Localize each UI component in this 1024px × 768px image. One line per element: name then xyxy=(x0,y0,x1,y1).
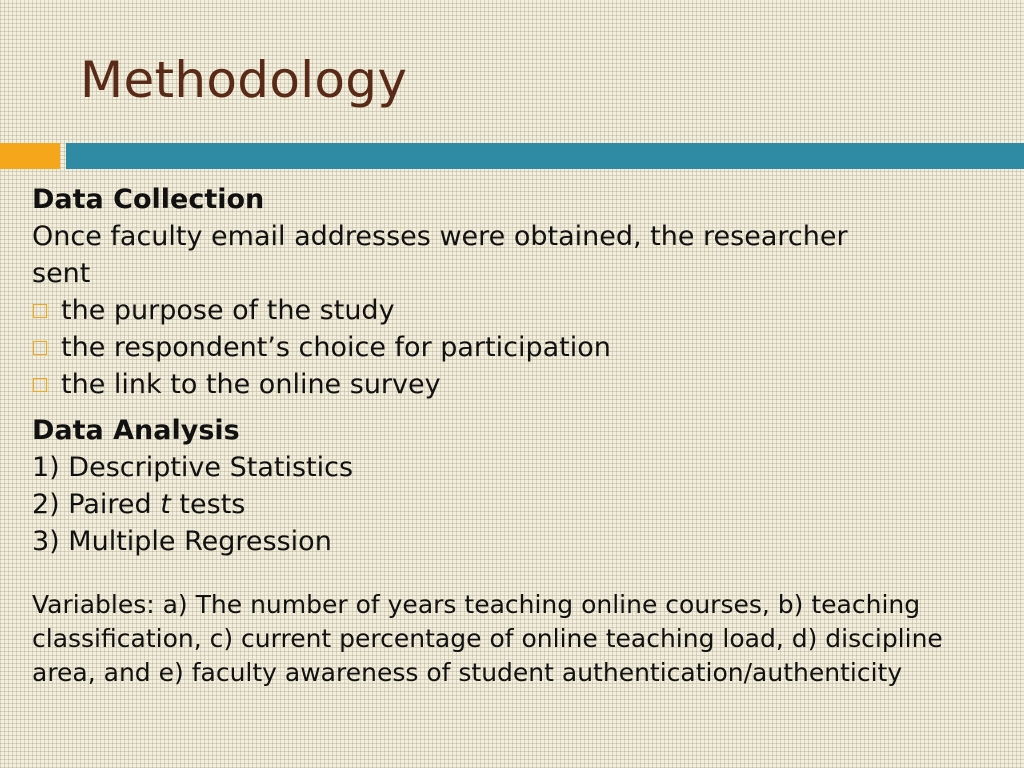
data-collection-heading: Data Collection xyxy=(32,184,265,215)
accent-bar-orange xyxy=(0,143,60,169)
data-collection-intro-line1: Once faculty email addresses were obtained, the researcher xyxy=(32,221,848,252)
slide-title: Methodology xyxy=(80,51,408,109)
analysis-item-paired-t-symbol: t xyxy=(160,489,171,520)
bullet-item xyxy=(32,329,1002,366)
bullet-item xyxy=(32,292,1002,329)
data-analysis-heading: Data Analysis xyxy=(32,415,240,446)
square-bullet-icon xyxy=(33,304,47,318)
analysis-item-paired-prefix: 2) Paired xyxy=(32,489,161,520)
analysis-item-paired-suffix: tests xyxy=(170,489,246,520)
square-bullet-icon xyxy=(33,378,47,392)
variables-paragraph: Variables: a) The number of years teaching online courses, b) teaching classification, c) current percentage of online teaching load, d) discipline area, and e) faculty awareness of student authentication/authenticity xyxy=(32,590,943,687)
accent-bar-blue xyxy=(66,143,1024,169)
bullet-text: the link to the online survey xyxy=(61,369,441,400)
bullet-text: the respondent’s choice for participation xyxy=(61,332,611,363)
square-bullet-icon xyxy=(33,341,47,355)
slide-body xyxy=(32,182,1002,690)
analysis-item-descriptive: 1) Descriptive Statistics xyxy=(32,452,354,483)
analysis-item-regression: 3) Multiple Regression xyxy=(32,526,332,557)
analysis-item-paired-t xyxy=(32,486,1002,523)
data-collection-intro-line2: sent xyxy=(32,258,91,289)
bullet-item xyxy=(32,366,1002,403)
bullet-text: the purpose of the study xyxy=(61,295,395,326)
